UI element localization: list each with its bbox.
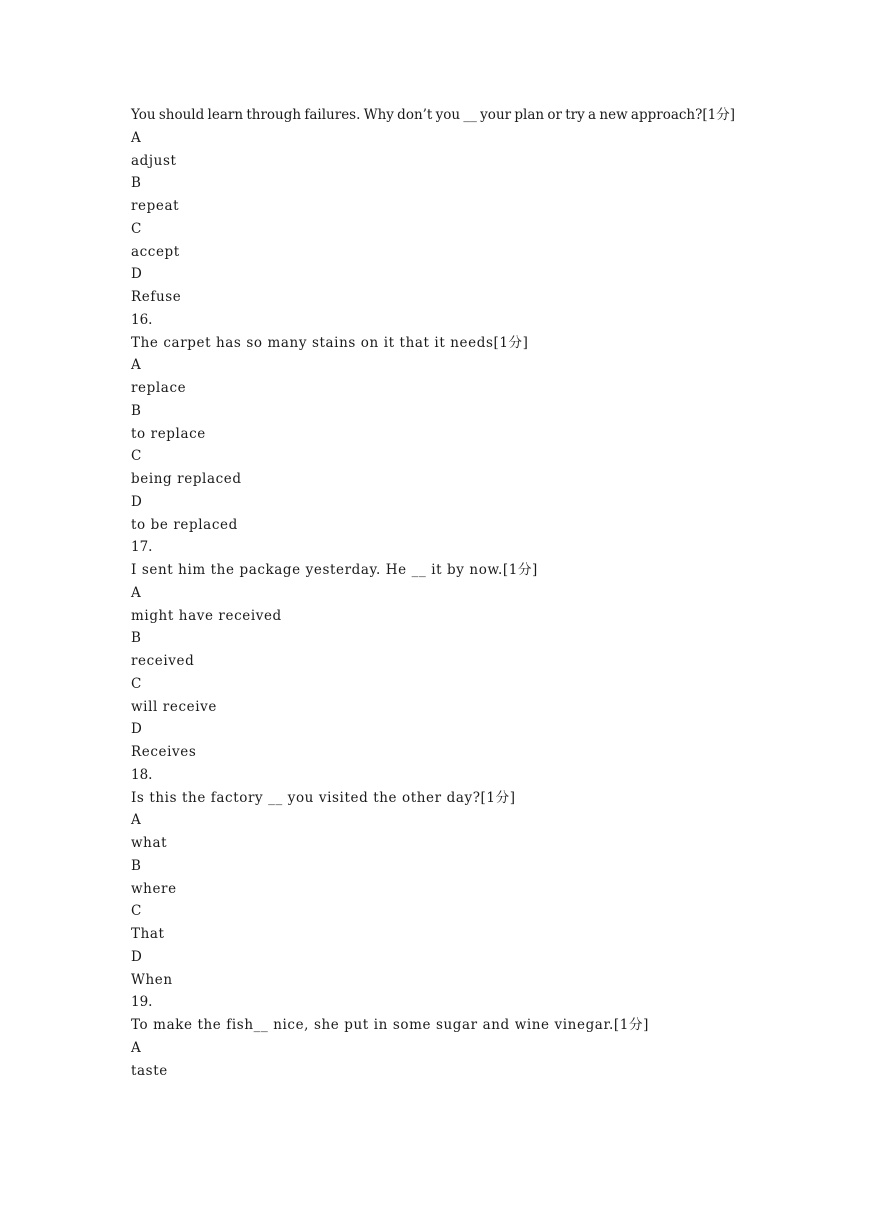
option-letter: B (131, 857, 141, 874)
option-text: Refuse (131, 289, 182, 305)
option-letter: D (131, 266, 142, 283)
option-text: adjust (131, 152, 177, 169)
option-letter: D (131, 493, 142, 510)
question-text: Is this the factory __ you visited the other day?[1分] (131, 789, 516, 806)
question-text: To make the fish__ nice, she put in some sugar and wine vinegar.[1分] (131, 1017, 649, 1033)
option-text: taste (131, 1062, 168, 1079)
option-letter: C (131, 448, 142, 465)
option-text: repeat (131, 198, 180, 214)
option-text: Receives (131, 744, 197, 760)
option-letter: B (131, 175, 141, 192)
option-text: replace (131, 380, 187, 396)
option-text: That (131, 926, 165, 942)
option-text: accept (131, 243, 180, 260)
option-text: will receive (131, 698, 217, 715)
option-letter: A (131, 812, 141, 829)
question-number: 16. (131, 311, 153, 328)
option-letter: B (131, 630, 141, 647)
option-letter: D (131, 948, 142, 965)
option-letter: D (131, 721, 142, 738)
option-text: When (131, 971, 173, 988)
option-text: received (131, 653, 195, 669)
document-page (131, 104, 751, 1082)
option-letter: B (131, 402, 141, 419)
option-letter: A (131, 584, 141, 601)
option-letter: A (131, 129, 141, 146)
option-letter: A (131, 1039, 141, 1056)
option-text: might have received (131, 607, 282, 624)
option-letter: A (131, 357, 141, 374)
option-letter: C (131, 220, 142, 237)
option-text: to be replaced (131, 516, 238, 533)
option-letter: C (131, 675, 142, 692)
question-text: You should learn through failures. Why don’t you __ your plan or try a new approach?[1分] (131, 107, 735, 123)
option-text: what (131, 835, 168, 851)
question-text: The carpet has so many stains on it that it needs[1分] (131, 334, 529, 351)
option-letter: C (131, 903, 142, 920)
option-text: to replace (131, 425, 206, 442)
question-number: 19. (131, 994, 153, 1011)
question-number: 17. (131, 539, 153, 556)
question-number: 18. (131, 766, 153, 783)
option-text: where (131, 880, 177, 897)
question-text: I sent him the package yesterday. He __ it by now.[1分] (131, 562, 538, 578)
option-text: being replaced (131, 471, 242, 487)
